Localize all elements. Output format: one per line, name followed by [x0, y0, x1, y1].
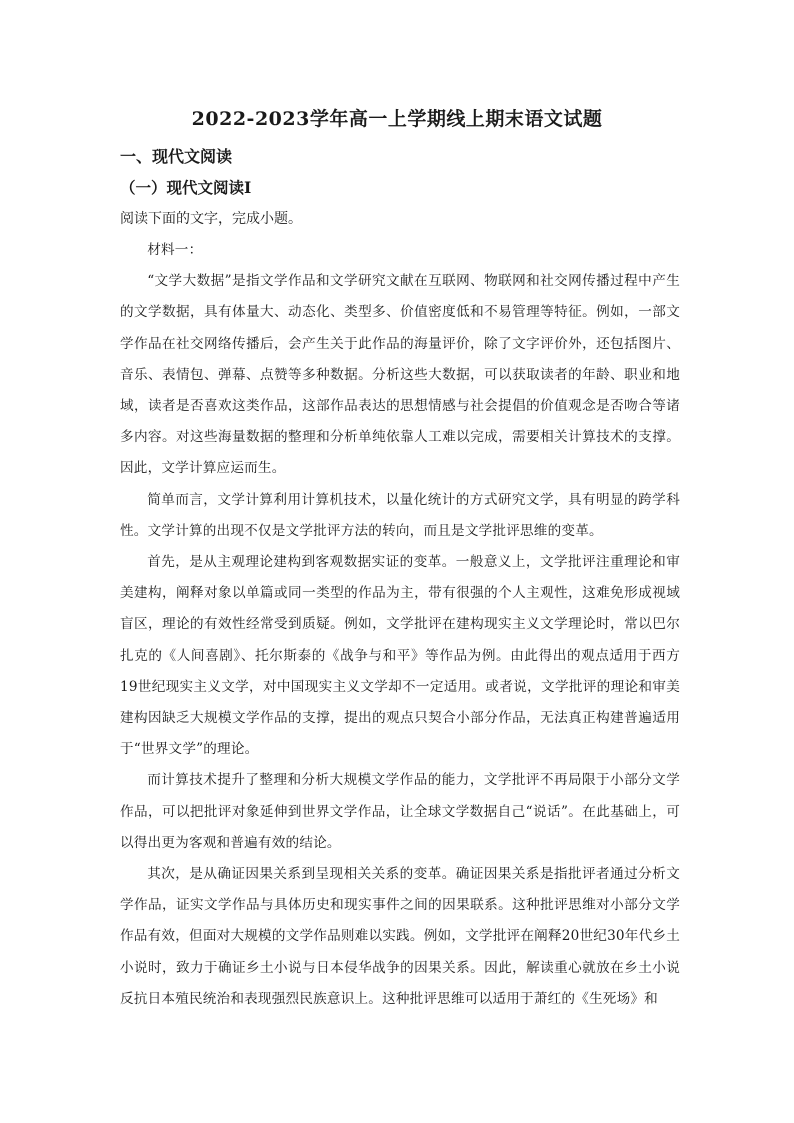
material-label: 材料一：: [147, 242, 203, 258]
page-title: 2022-2023学年高一上学期线上期末语文试题: [191, 108, 603, 130]
paragraph: 简单而言，文学计算利用计算机技术，以量化统计的方式研究文学，具有明显的跨学科性。文学计算的出现不仅是文学批评方法的转向，而且是文学批评思维的变革。: [120, 491, 680, 539]
paragraph: 其次，是从确证因果关系到呈现相关关系的变革。确证因果关系是指批评者通过分析文学作品，证实文学作品与具体历史和现实事件之间的因果联系。这种批评思维对小部分文学作品有效，但面对大规模的文学作品则难以实践。例如，文学批评在阐释20世纪30年代乡土小说时，致力于确证乡土小说与日本侵华战争的因果关系。因此，解读重心就放在乡土小说反抗日本殖民统治和表现强烈民族意识上。这种批评思维可以适用于萧红的《生死场》和: [120, 866, 680, 1007]
article-body: [120, 235, 680, 1015]
paragraph: “文学大数据”是指文学作品和文学研究文献在互联网、物联网和社交网传播过程中产生的文学数据，具有体量大、动态化、类型多、价值密度低和不易管理等特征。例如，一部文学作品在社交网络传播后，会产生关于此作品的海量评价，除了文字评价外，还包括图片、音乐、表情包、弹幕、点赞等多种数据。分析这些大数据，可以获取读者的年龄、职业和地域，读者是否喜欢这类作品，这部作品表达的思想情感与社会提倡的价值观念是否吻合等诸多内容。对这些海量数据的整理和分析单纯依靠人工难以完成，需要相关计算技术的支撑。因此，文学计算应运而生。: [120, 273, 680, 477]
instruction-text: 阅读下面的文字，完成小题。: [120, 211, 302, 227]
section-heading: 一、现代文阅读: [120, 147, 233, 166]
paragraph: 而计算技术提升了整理和分析大规模文学作品的能力，文学批评不再局限于小部分文学作品，可以把批评对象延伸到世界文学作品，让全球文学数据自己“说话”。在此基础上，可以得出更为客观和普遍有效的结论。: [120, 772, 680, 851]
paragraph: 首先，是从主观理论建构到客观数据实证的变革。一般意义上，文学批评注重理论和审美建构，阐释对象以单篇或同一类型的作品为主，带有很强的个人主观性，这难免形成视域盲区，理论的有效性经常受到质疑。例如，文学批评在建构现实主义文学理论时，常以巴尔扎克的《人间喜剧》、托尔斯泰的《战争与和平》等作品为例。由此得出的观点适用于西方19世纪现实主义文学，对中国现实主义文学却不一定适用。或者说，文学批评的理论和审美建构因缺乏大规模文学作品的支撑，提出的观点只契合小部分作品，无法真正构建普遍适用于“世界文学”的理论。: [120, 554, 680, 758]
subsection-heading: （一）现代文阅读Ⅰ: [120, 178, 252, 197]
